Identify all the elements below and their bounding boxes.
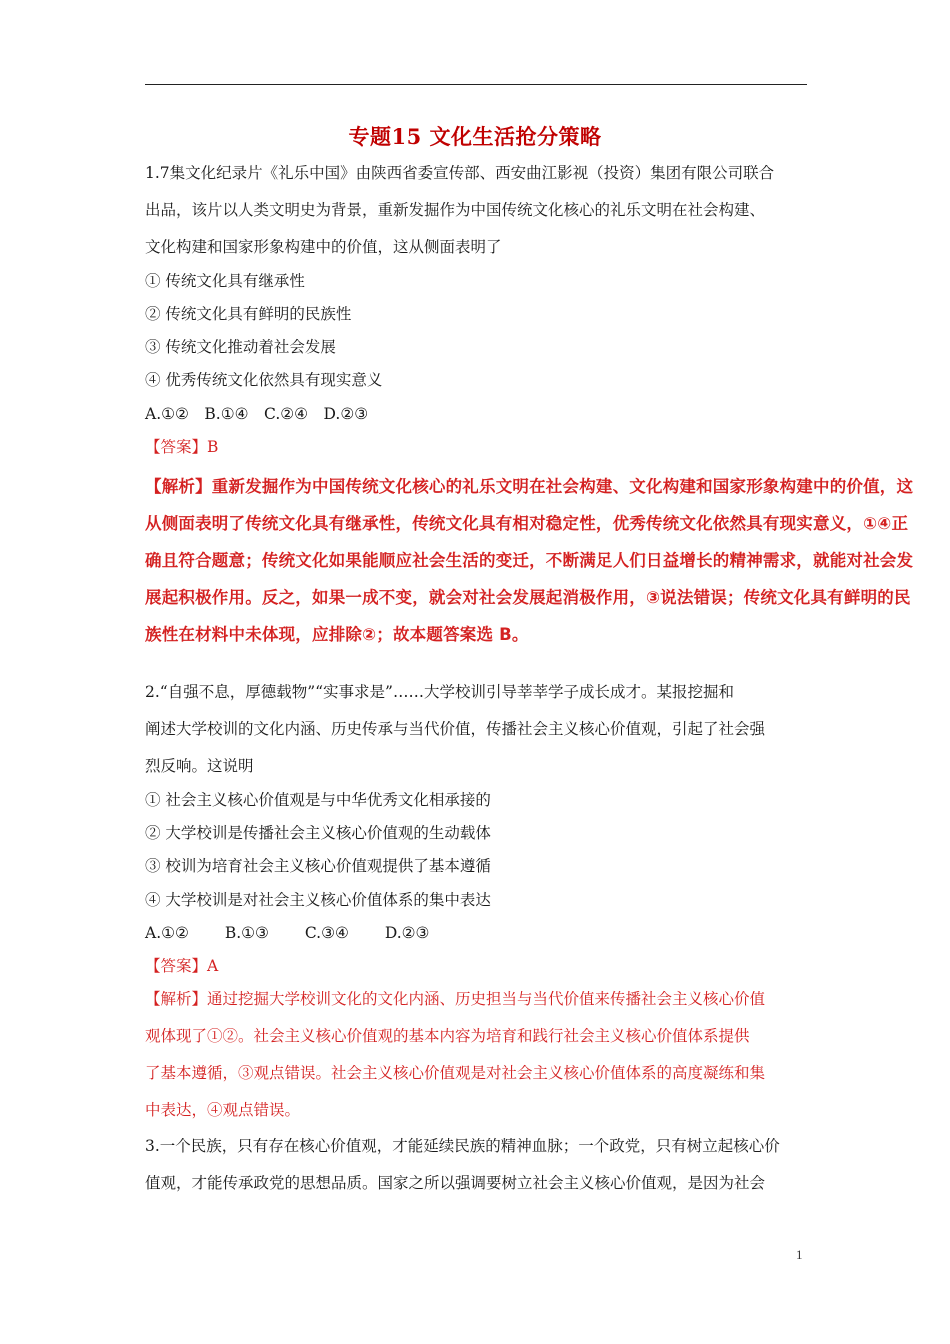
q1-analysis-line-2: 从侧面表明了传统文化具有继承性，传统文化具有相对稳定性，优秀传统文化依然具有现实意义，①④正 [145, 514, 909, 533]
q1-item-2: ② 传统文化具有鲜明的民族性 [145, 305, 352, 323]
q2-analysis-line-3: 了基本遵循，③观点错误。社会主义核心价值观是对社会主义核心价值体系的高度凝练和集 [145, 1064, 766, 1082]
page-title: 专题15 文化生活抢分策略 [348, 124, 602, 149]
q2-stem-line-3: 烈反响。这说明 [145, 757, 254, 775]
q2-item-3: ③ 校训为培育社会主义核心价值观提供了基本遵循 [145, 857, 491, 875]
q2-stem-line-2: 阐述大学校训的文化内涵、历史传承与当代价值，传播社会主义核心价值观，引起了社会强 [145, 720, 766, 738]
q1-stem-line-1: 1.7集文化纪录片《礼乐中国》由陕西省委宣传部、西安曲江影视（投资）集团有限公司联合 [145, 164, 775, 182]
q2-stem-line-1: 2.“自强不息，厚德载物”“实事求是”……大学校训引导莘莘学子成长成才。某报挖掘和 [145, 683, 734, 701]
q2-item-1: ① 社会主义核心价值观是与中华优秀文化相承接的 [145, 791, 491, 809]
q2-analysis-line-2: 观体现了①②。社会主义核心价值观的基本内容为培育和践行社会主义核心价值体系提供 [145, 1027, 750, 1045]
q3-stem-line-2: 值观，才能传承政党的思想品质。国家之所以强调要树立社会主义核心价值观，是因为社会 [145, 1174, 766, 1192]
q1-analysis-line-3: 确且符合题意；传统文化如果能顺应社会生活的变迁，不断满足人们日益增长的精神需求，就能对社会发 [145, 551, 914, 570]
q1-analysis-line-1: 【解析】重新发掘作为中国传统文化核心的礼乐文明在社会构建、文化构建和国家形象构建中的价值，这 [145, 477, 914, 496]
header-rule [145, 84, 807, 85]
q1-stem-line-2: 出品，该片以人类文明史为背景，重新发掘作为中国传统文化核心的礼乐文明在社会构建、 [145, 201, 766, 219]
page-number: 1 [796, 1247, 803, 1262]
q1-analysis-line-5: 族性在材料中未体现，应排除②；故本题答案选 B。 [145, 625, 529, 644]
q2-analysis-line-4: 中表达，④观点错误。 [145, 1101, 301, 1119]
q1-item-4: ④ 优秀传统文化依然具有现实意义 [145, 371, 383, 389]
q1-analysis-line-4: 展起积极作用。反之，如果一成不变，就会对社会发展起消极作用，③说法错误；传统文化具有鲜明的民 [145, 588, 911, 607]
q2-item-2: ② 大学校训是传播社会主义核心价值观的生动载体 [145, 824, 491, 842]
q2-options: A.①② B.①③ C.③④ D.②③ [145, 924, 430, 942]
q3-stem-line-1: 3.一个民族，只有存在核心价值观，才能延续民族的精神血脉；一个政党，只有树立起核心价 [145, 1137, 780, 1155]
q1-stem-line-3: 文化构建和国家形象构建中的价值，这从侧面表明了 [145, 238, 502, 256]
q2-item-4: ④ 大学校训是对社会主义核心价值体系的集中表达 [145, 891, 491, 909]
q1-answer: 【答案】B [145, 438, 219, 456]
q2-analysis-line-1: 【解析】通过挖掘大学校训文化的文化内涵、历史担当与当代价值来传播社会主义核心价值 [145, 990, 766, 1008]
q1-options: A.①② B.①④ C.②④ D.②③ [145, 405, 369, 423]
q2-answer: 【答案】A [145, 957, 219, 975]
q1-item-1: ① 传统文化具有继承性 [145, 272, 305, 290]
q1-item-3: ③ 传统文化推动着社会发展 [145, 338, 336, 356]
